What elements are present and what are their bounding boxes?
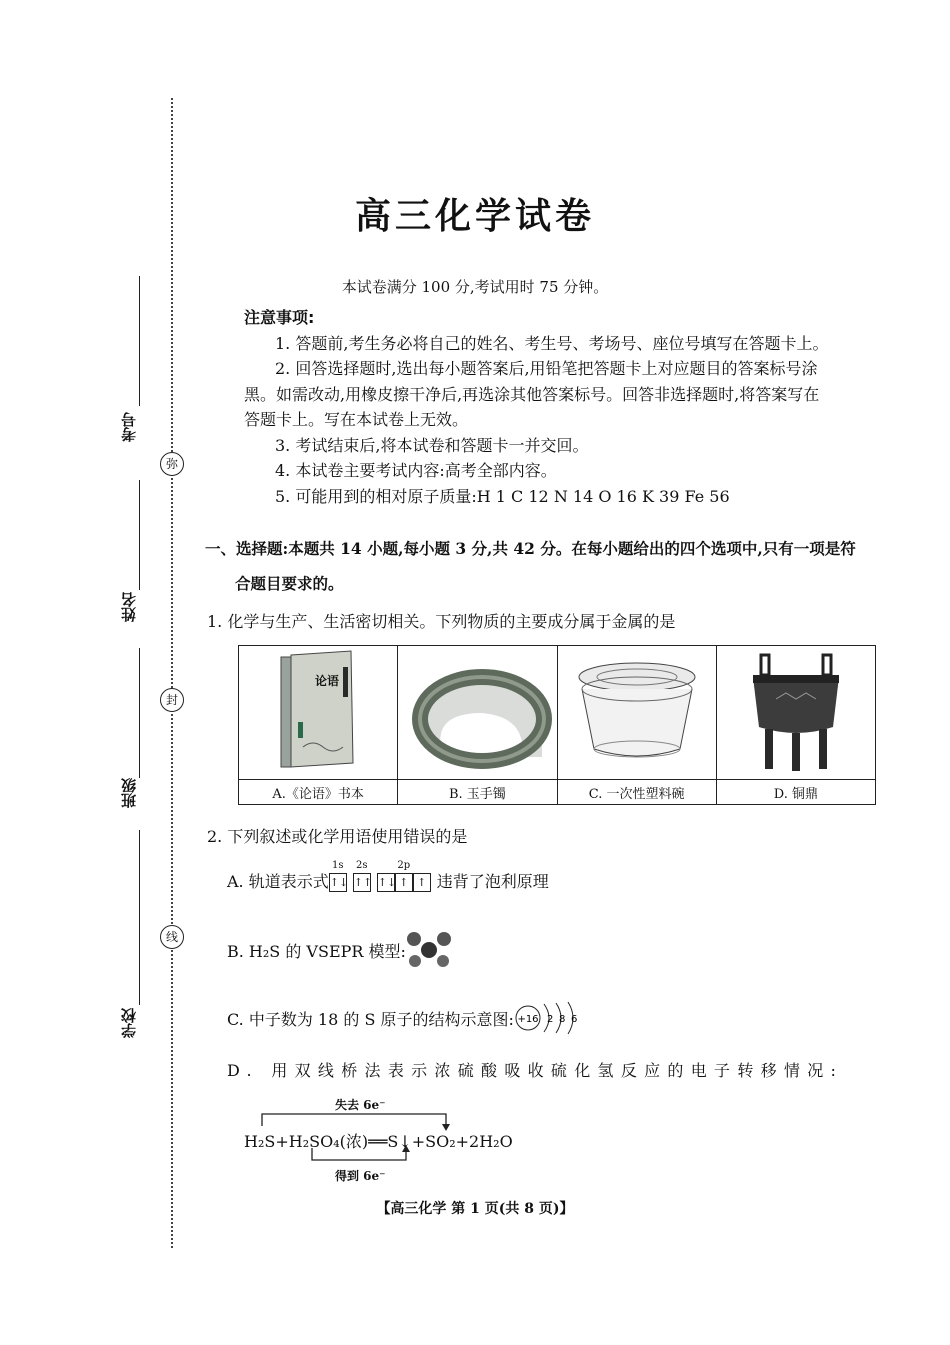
option-d-label: D. 铜鼎 bbox=[716, 780, 875, 805]
seal-char-mi: 弥 bbox=[160, 452, 184, 476]
notice-item: 黑。如需改动,用橡皮擦干净后,再选涂其他答案标号。回答非选择题时,将答案写在 bbox=[244, 385, 820, 404]
notice-item: 2. 回答选择题时,选出每小题答案后,用铅笔把答题卡上对应题目的答案标号涂 bbox=[275, 359, 818, 378]
electron-lose-label: 失去 6e⁻ bbox=[335, 1098, 386, 1112]
option-b-image bbox=[398, 646, 557, 780]
notice-item: 5. 可能用到的相对原子质量:H 1 C 12 N 14 O 16 K 39 Fe 56 bbox=[275, 487, 730, 506]
section-heading-cont: 合题目要求的。 bbox=[235, 574, 344, 593]
book-title-text: 论语 bbox=[315, 673, 340, 688]
notice-item: 4. 本试卷主要考试内容:高考全部内容。 bbox=[275, 461, 557, 480]
nucleus-charge: +16 bbox=[517, 1014, 539, 1025]
plastic-bowl-icon bbox=[562, 647, 712, 775]
seal-char-feng: 封 bbox=[160, 688, 184, 712]
q2-a-suffix: 违背了泡利原理 bbox=[436, 872, 549, 891]
name-label: 姓名 bbox=[120, 592, 138, 622]
page-footer: 【高三化学 第 1 页(共 8 页)】 bbox=[376, 1201, 574, 1217]
orbital-box: ↑ bbox=[395, 873, 413, 892]
school-label: 学校 bbox=[120, 1008, 138, 1038]
orbital-2p bbox=[377, 860, 431, 892]
q2-b-text: B. H₂S 的 VSEPR 模型: bbox=[227, 941, 406, 961]
orbital-box: ↑↓ bbox=[329, 873, 347, 892]
orbital-box: ↑ bbox=[413, 873, 431, 892]
exam-no-label: 考号 bbox=[120, 412, 138, 442]
shell-electrons: 2 bbox=[546, 1014, 554, 1025]
bronze-ding-icon bbox=[721, 647, 871, 775]
class-line bbox=[139, 648, 140, 778]
page-title: 高三化学试卷 bbox=[354, 196, 595, 237]
name-line bbox=[139, 480, 140, 590]
orbital-box: ↑↑ bbox=[353, 873, 371, 892]
subtitle: 本试卷满分 100 分,考试用时 75 分钟。 bbox=[341, 278, 609, 296]
option-c-label: C. 一次性塑料碗 bbox=[557, 780, 716, 805]
book-icon bbox=[243, 647, 393, 775]
orbital-label: 2s bbox=[355, 860, 368, 871]
question-1-options-table bbox=[238, 645, 876, 805]
option-a-image bbox=[239, 646, 398, 780]
notice-item: 3. 考试结束后,将本试卷和答题卡一并交回。 bbox=[275, 436, 589, 455]
option-d-image bbox=[716, 646, 875, 780]
orbital-label: 2p bbox=[397, 860, 411, 871]
notice-item: 答题卡上。写在本试卷上无效。 bbox=[244, 410, 469, 429]
school-line bbox=[139, 830, 140, 1005]
shell-electrons: 6 bbox=[570, 1014, 578, 1025]
q2-c-text: C. 中子数为 18 的 S 原子的结构示意图: bbox=[227, 1009, 514, 1029]
binding-dotted-line bbox=[171, 98, 173, 1248]
q2-option-d: D. 用双线桥法表示浓硫酸吸收硫化氢反应的电子转移情况: bbox=[227, 1061, 844, 1080]
notice-heading: 注意事项: bbox=[244, 308, 315, 327]
q2-option-a bbox=[227, 860, 549, 892]
shell-electrons: 8 bbox=[558, 1014, 566, 1025]
orbital-2s bbox=[353, 860, 371, 892]
question-1-stem: 1. 化学与生产、生活密切相关。下列物质的主要成分属于金属的是 bbox=[207, 612, 676, 631]
option-c-image bbox=[557, 646, 716, 780]
jade-bracelet-icon bbox=[402, 647, 552, 775]
option-a-label: A.《论语》书本 bbox=[239, 780, 398, 805]
section-heading: 一、选择题:本题共 14 小题,每小题 3 分,共 42 分。在每小题给出的四个选项中,只有一项是符 bbox=[205, 539, 856, 558]
q2-option-c bbox=[227, 1000, 584, 1036]
notice-item: 1. 答题前,考生务必将自己的姓名、考生号、考场号、座位号填写在答题卡上。 bbox=[275, 334, 829, 353]
reaction-equation: H₂S+H₂SO₄(浓)══S↓+SO₂+2H₂O bbox=[244, 1132, 513, 1151]
seal-char-xian: 线 bbox=[160, 925, 184, 949]
orbital-label: 1s bbox=[331, 860, 344, 871]
atom-structure-diagram bbox=[514, 1000, 584, 1036]
q2-a-prefix: A. 轨道表示式 bbox=[227, 872, 329, 891]
orbital-1s bbox=[329, 860, 347, 892]
question-2-stem: 2. 下列叙述或化学用语使用错误的是 bbox=[207, 827, 468, 846]
orbital-box: ↑↓ bbox=[377, 873, 395, 892]
vsepr-model-icon bbox=[406, 932, 452, 968]
option-b-label: B. 玉手镯 bbox=[398, 780, 557, 805]
q2-option-b bbox=[227, 932, 452, 968]
electron-gain-label: 得到 6e⁻ bbox=[335, 1169, 386, 1183]
class-label: 班级 bbox=[120, 778, 138, 808]
